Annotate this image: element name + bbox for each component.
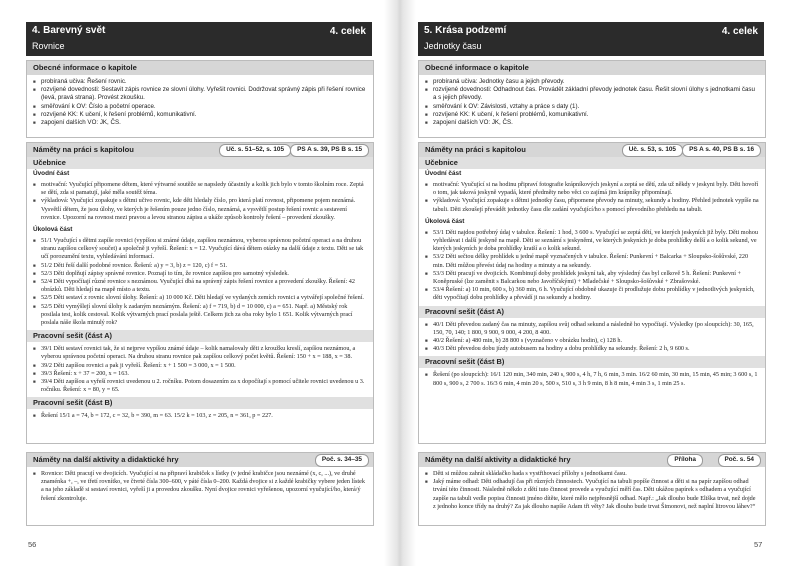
textbook-section-title: Učebnice xyxy=(419,157,765,169)
work-ideas-box xyxy=(26,142,374,444)
textbook-pages-badge: Uč. s. 51–52, s. 105 xyxy=(219,144,291,157)
chapter-header xyxy=(26,22,372,56)
work-ideas-box xyxy=(418,142,766,444)
more-activities-box xyxy=(418,452,766,526)
list-item: ■ 52/5 Děti sestaví z rovnic slovní úlohy. Řešení: a) 10 000 Kč. Děti hledají ve vydaných zemích rovnici a vytvářejí společné řešení. xyxy=(41,294,367,302)
general-info-heading: Obecné informace o kapitole xyxy=(27,61,373,75)
list-item: ■ 39/3 Řešení: x + 37 = 200, x = 163. xyxy=(41,370,367,378)
list-item: ■ zapojení dalších VO: JK, ČS. xyxy=(41,119,367,127)
calc-pages-badge: Poč. s. 34–35 xyxy=(315,454,369,467)
more-activities-heading xyxy=(419,453,765,467)
list-item: ■ Řešení (po sloupcích): 16/1 120 min, 340 min, 240 s, 900 s, 4 h, 7 h, 6 min, 3 min. 16/2 60 min, 30 min, 15 min, 45 min; 3 600 s, 1 800 s, 900 s, 2 700 s. 16/3 6 min, 4 min 20 s, 500 s, 510 s, 3 h 9 min, 8 h 8 min, 4 min 3 s, 1 min 25 s. xyxy=(433,371,759,387)
work-ideas-title: Náměty na práci s kapitolou xyxy=(33,145,134,154)
list-item: ■ 52/5 Děti vymýšlejí slovní úlohy k zadaným neznámým. Řešení: a) f = 719, b) d = 10 000, c) a = 651. Např. a) Městský rok posilala test, kolik cestoval. Kolik výtvarných prací poslala ještě. Celkem jich za oba roky bylo 1 651. Kolik výtvarných prací poslala náše škola minulý rok? xyxy=(41,303,367,328)
list-item: ■ 40/1 Děti převedou zadaný čas na minuty, zapíšou svůj odhad sekund a následně ho vypočítají. Výsledky (po sloupcích): 30, 165, 150, 70, 140; 1 800, 9 900, 9 000, 4 200, 8 400. xyxy=(433,321,759,337)
list-item: ■ 53/2 Děti sečtou délky prohlídek u jedné mapě vyznačených v tabulce. Řešení: Punkevní + Balcarka + Sloupsko-šošůvské, 220 min. Děti můžou převést údaj na hodiny a minuty a na sekundy. xyxy=(433,253,759,269)
chapter-title: 5. Krása podzemí xyxy=(424,25,507,36)
intro-part-list xyxy=(27,178,373,225)
list-item: ■ Řešení 15/1 a = 74, b = 172, c = 32, b = 390, m = 63. 15/2 k = 103, z = 205, n = 361, p = 227. xyxy=(41,412,367,420)
work-ideas-heading xyxy=(419,143,765,157)
list-item: ■ Jaký máme odhad: Děti odhadují čas při různých činnostech. Vyučující na tabuli popíše činnost a děti si na papír zapíšou odhad trvání této činnosti. Následně někdo z dětí tuto činnost provede a vyučující měří čas. Děti ukážou papírek s odhadem a vyučující zapíše na tabuli vedle popisu činnosti jméno dítěte, které mělo nejpřesnější odhad. Např.: „Jak dlouho bude Eliška trvat, než dojde z jednoho konce třídy na druhý? Za jak dlouho napíše Adam tři věty? Jak dlouho bude trvat Šimonovi, než naplní litrovou láhev?“ xyxy=(433,478,759,511)
list-item: ■ směřování k OV: Závislosti, vztahy a práce s daty (1). xyxy=(433,103,759,111)
task-part-list xyxy=(27,234,373,330)
more-activities-box xyxy=(26,452,374,526)
general-info-list xyxy=(27,75,373,130)
list-item: ■ 52/4 Děti vypočítají různé rovnice s neznámou. Vyučující dbá na správný zápis řešení rovnice a provedení zkoušky. Řešení: 42 obrázků. Děti hledají na mapě místo a textu. xyxy=(41,278,367,294)
general-info-box xyxy=(26,60,374,138)
general-info-list xyxy=(419,75,765,130)
list-item: ■ 53/3 Děti pracují ve dvojicích. Kombinují doby prohlídek jeskyní tak, aby výsledný čas byl celkově 5 h. Řešení: Punkevní + Koněpruské (lze zaměnit s Balcarkou nebo Javoříčskými) + Mladečské + Sloupsko-šošůvské + Zbrašovské. xyxy=(433,270,759,286)
intro-part-title: Úvodní část xyxy=(33,170,70,177)
workbook-b-title: Pracovní sešit (část B) xyxy=(419,356,765,368)
right-page xyxy=(418,0,790,566)
unit-label: 4. celek xyxy=(721,26,758,37)
page-number: 56 xyxy=(28,540,37,549)
more-activities-list xyxy=(27,467,373,506)
list-item: ■ směřování k OV: Číslo a početní operace. xyxy=(41,103,367,111)
more-activities-list xyxy=(419,467,765,514)
list-item: ■ výkladová: Vyučující zopakuje s dětmi učivo rovnic, kde děti hledaly číslo, pro která platí rovnost, připomene pojem neznámá. Vysvětlí dětem, že jsou úlohy, ve kterých je řešením pouze jedno číslo, neznámá, a vysvětlí postup řešení rovnic a sestavení rovnice. Upozorní na rovnost mezi pravou a levou stranou zápisu a ukáže způsob kontroly řešení – provedení zkoušky. xyxy=(41,197,367,222)
intro-part-title: Úvodní část xyxy=(425,170,462,177)
workbook-b-list xyxy=(419,368,765,390)
page-number: 57 xyxy=(754,540,763,549)
calc-pages-badge: Poč. s. 54 xyxy=(718,454,762,467)
left-page xyxy=(26,0,398,566)
list-item: ■ Rovnice: Děti pracují ve dvojicích. Vyučující si na připraví krabiček s lístky (v jedné krabičce jsou neznámé (x, c, ...), ve druhé znaménka +, –, ve třetí rovnítko, ve čtvrté čísla 300–600, v páté čísla 0–200. Každá dvojice si z každé krabičky vybere jeden lístek a na jeho základě si sestaví rovnici, vyřeší ji a provedou zkoušku. Nyní dvojice rovnici vyřešenou, upozorní vyučující/ho, která/ý řešení zkontroluje. xyxy=(41,470,367,503)
workbook-a-list xyxy=(27,342,373,397)
workbook-a-title: Pracovní sešit (část A) xyxy=(419,306,765,318)
list-item: ■ zapojení dalších VO: JK, ČS. xyxy=(433,119,759,127)
general-info-heading: Obecné informace o kapitole xyxy=(419,61,765,75)
list-item: ■ 51/2 Děti řeší další podobné rovnice. Řešení: a) y = 3, b) z = 120, c) f = 51. xyxy=(41,262,367,270)
list-item: ■ 51/1 Vyučující s dětmi zapíše rovnici (vypíšou si známé údaje, zapíšou neznámou, vyberou správnou početní operaci a na druhou stranu zapíšou celkový součet) a společně ji vyřeší. Řešení: x = 12. Vyučující dává dětem otázky na další údaje z textu. Děti se tak učí porozumění textu, vyhledávání informací. xyxy=(41,237,367,262)
workbook-pages-badge: PS A s. 40, PS B s. 16 xyxy=(682,144,761,157)
more-activities-title: Náměty na další aktivity a didaktické hry xyxy=(33,455,179,464)
more-activities-heading xyxy=(27,453,373,467)
appendix-badge: Příloha xyxy=(667,454,703,467)
list-item: ■ 40/3 Děti převedou dobu jízdy autobusem na hodiny a dobu prohlídky na sekundy. Řešení: 2 h, 9 600 s. xyxy=(433,345,759,353)
chapter-title: 4. Barevný svět xyxy=(32,25,106,36)
chapter-subtitle: Rovnice xyxy=(32,41,65,51)
task-part-title: Úkolová část xyxy=(33,226,73,234)
list-item: ■ výkladová: Vyučující zopakuje s dětmi jednotky času, připomene převody na minuty, sekundy a hodiny. Přehled jednotek vypíše na tabuli. Děti zkoušejí převádět jednotky času dle zadání vyučující/ho s pomocí převodního přehledu na tabuli. xyxy=(433,197,759,213)
list-item: ■ Děti si můžou zahrát skládačko hada s vystřihovací přílohy s jednotkami času. xyxy=(433,470,759,478)
task-part-title: Úkolová část xyxy=(425,217,465,225)
workbook-a-title: Pracovní sešit (část A) xyxy=(27,330,373,342)
list-item: ■ motivační: Vyučující si na hodinu připraví fotografie krápníkových jeskyní a zeptá se dětí, zda už někdy v jeskyni byly. Děti hovoří o tom, jak taková jeskyně vypadá, které předměty nebo věci co zajímá jim krápníky připomínají. xyxy=(433,181,759,197)
list-item: ■ 39/4 Děti zapíšou a vyřeší rovnici uvedenou u 2. ročníku. Potom dosazením za x dopočítají s pomocí učitele rovnici uvedenou u 3. ročníku. Řešení: x = 80, y = 65. xyxy=(41,378,367,394)
list-item: ■ rozvíjené KK: K učení, k řešení problémů, komunikativní. xyxy=(41,111,367,119)
workbook-b-list xyxy=(27,409,373,423)
work-ideas-title: Náměty na práci s kapitolou xyxy=(425,145,526,154)
workbook-b-title: Pracovní sešit (část B) xyxy=(27,397,373,409)
chapter-header xyxy=(418,22,764,56)
list-item: ■ 40/2 Řešení: a) 480 min, b) 28 800 s (vyznačeno v obrázku hodin), c) 128 h. xyxy=(433,337,759,345)
list-item: ■ probíraná učiva: Řešení rovnic. xyxy=(41,78,367,86)
work-ideas-heading xyxy=(27,143,373,157)
textbook-section-title: Učebnice xyxy=(27,157,373,169)
more-activities-title: Náměty na další aktivity a didaktické hry xyxy=(425,455,571,464)
list-item: ■ 53/1 Děti najdou potřebný údaj v tabulce. Řešení: 1 hod, 3 600 s. Vyučující se zeptá dětí, ve kterých jeskyních již byly. Děti mohou vyhledávat i další jeskyně na mapě. Děti se seznámí s jeskyněmi, ve kterých jeskyních je doba prohlídky delší a o kolik sekund, ve kterých jeskyních je doba prohlídky kratší a o kolik sekund. xyxy=(433,229,759,254)
list-item: ■ rozvíjené dovednosti: Odhadnout čas. Provádět základní převody jednotek času. Řešit slovní úlohy s jednotkami času a s jejich převody. xyxy=(433,86,759,102)
list-item: ■ rozvíjené dovednosti: Sestavit zápis rovnice ze slovní úlohy. Vyřešit rovnici. Dodržovat správný zápis při řešení rovnice (levá, pravá strana). Provést zkoušku. xyxy=(41,86,367,102)
list-item: ■ rozvíjené KK: K učení, k řešení problémů, komunikativní. xyxy=(433,111,759,119)
textbook-pages-badge: Uč. s. 53, s. 105 xyxy=(622,144,683,157)
workbook-pages-badge: PS A s. 39, PS B s. 15 xyxy=(290,144,369,157)
intro-part-list xyxy=(419,178,765,217)
list-item: ■ 39/2 Děti zapíšou rovnici a pak ji vyřeší. Řešení: x + 1 500 = 3 000, x = 1 500. xyxy=(41,362,367,370)
list-item: ■ probíraná učiva: Jednotky času a jejich převody. xyxy=(433,78,759,86)
general-info-box xyxy=(418,60,766,138)
list-item: ■ 52/3 Děti doplňují zápisy správné rovnice. Poznají to tím, že rovnice zapíšou pro samotný výsledek. xyxy=(41,270,367,278)
list-item: ■ 39/1 Děti sestaví rovnici tak, že si nejprve vypíšou známé údaje – kolik namalovaly děti z kroužku kreslí, zapíšou neznámou, a vyberou správnou početní operaci. Na druhou stranu rovnice pak zapíšou celkový počet květů. Řešení: 150 + x = 188, x = 38. xyxy=(41,345,367,361)
chapter-subtitle: Jednotky času xyxy=(424,41,482,51)
list-item: ■ motivační: Vyučující připomene dětem, které výtvarné soutěže se napsledy účastnily a kolik jich bylo v tomto školním roce. Zeptá se dětí, zda si pamatují, jaké měla soutěž téma. xyxy=(41,181,367,197)
unit-label: 4. celek xyxy=(329,26,366,37)
task-part-list xyxy=(419,226,765,306)
workbook-a-list xyxy=(419,318,765,357)
list-item: ■ 53/4 Řešení: a) 10 min, 600 s, b) 360 min, 6 h. Vyučující obdobně ukazuje či prodlužuje dobu prohlídky v jednotlivých jeskyních, děti vypočítají dobu prohlídky a převádí ji na sekundy a hodiny. xyxy=(433,286,759,302)
